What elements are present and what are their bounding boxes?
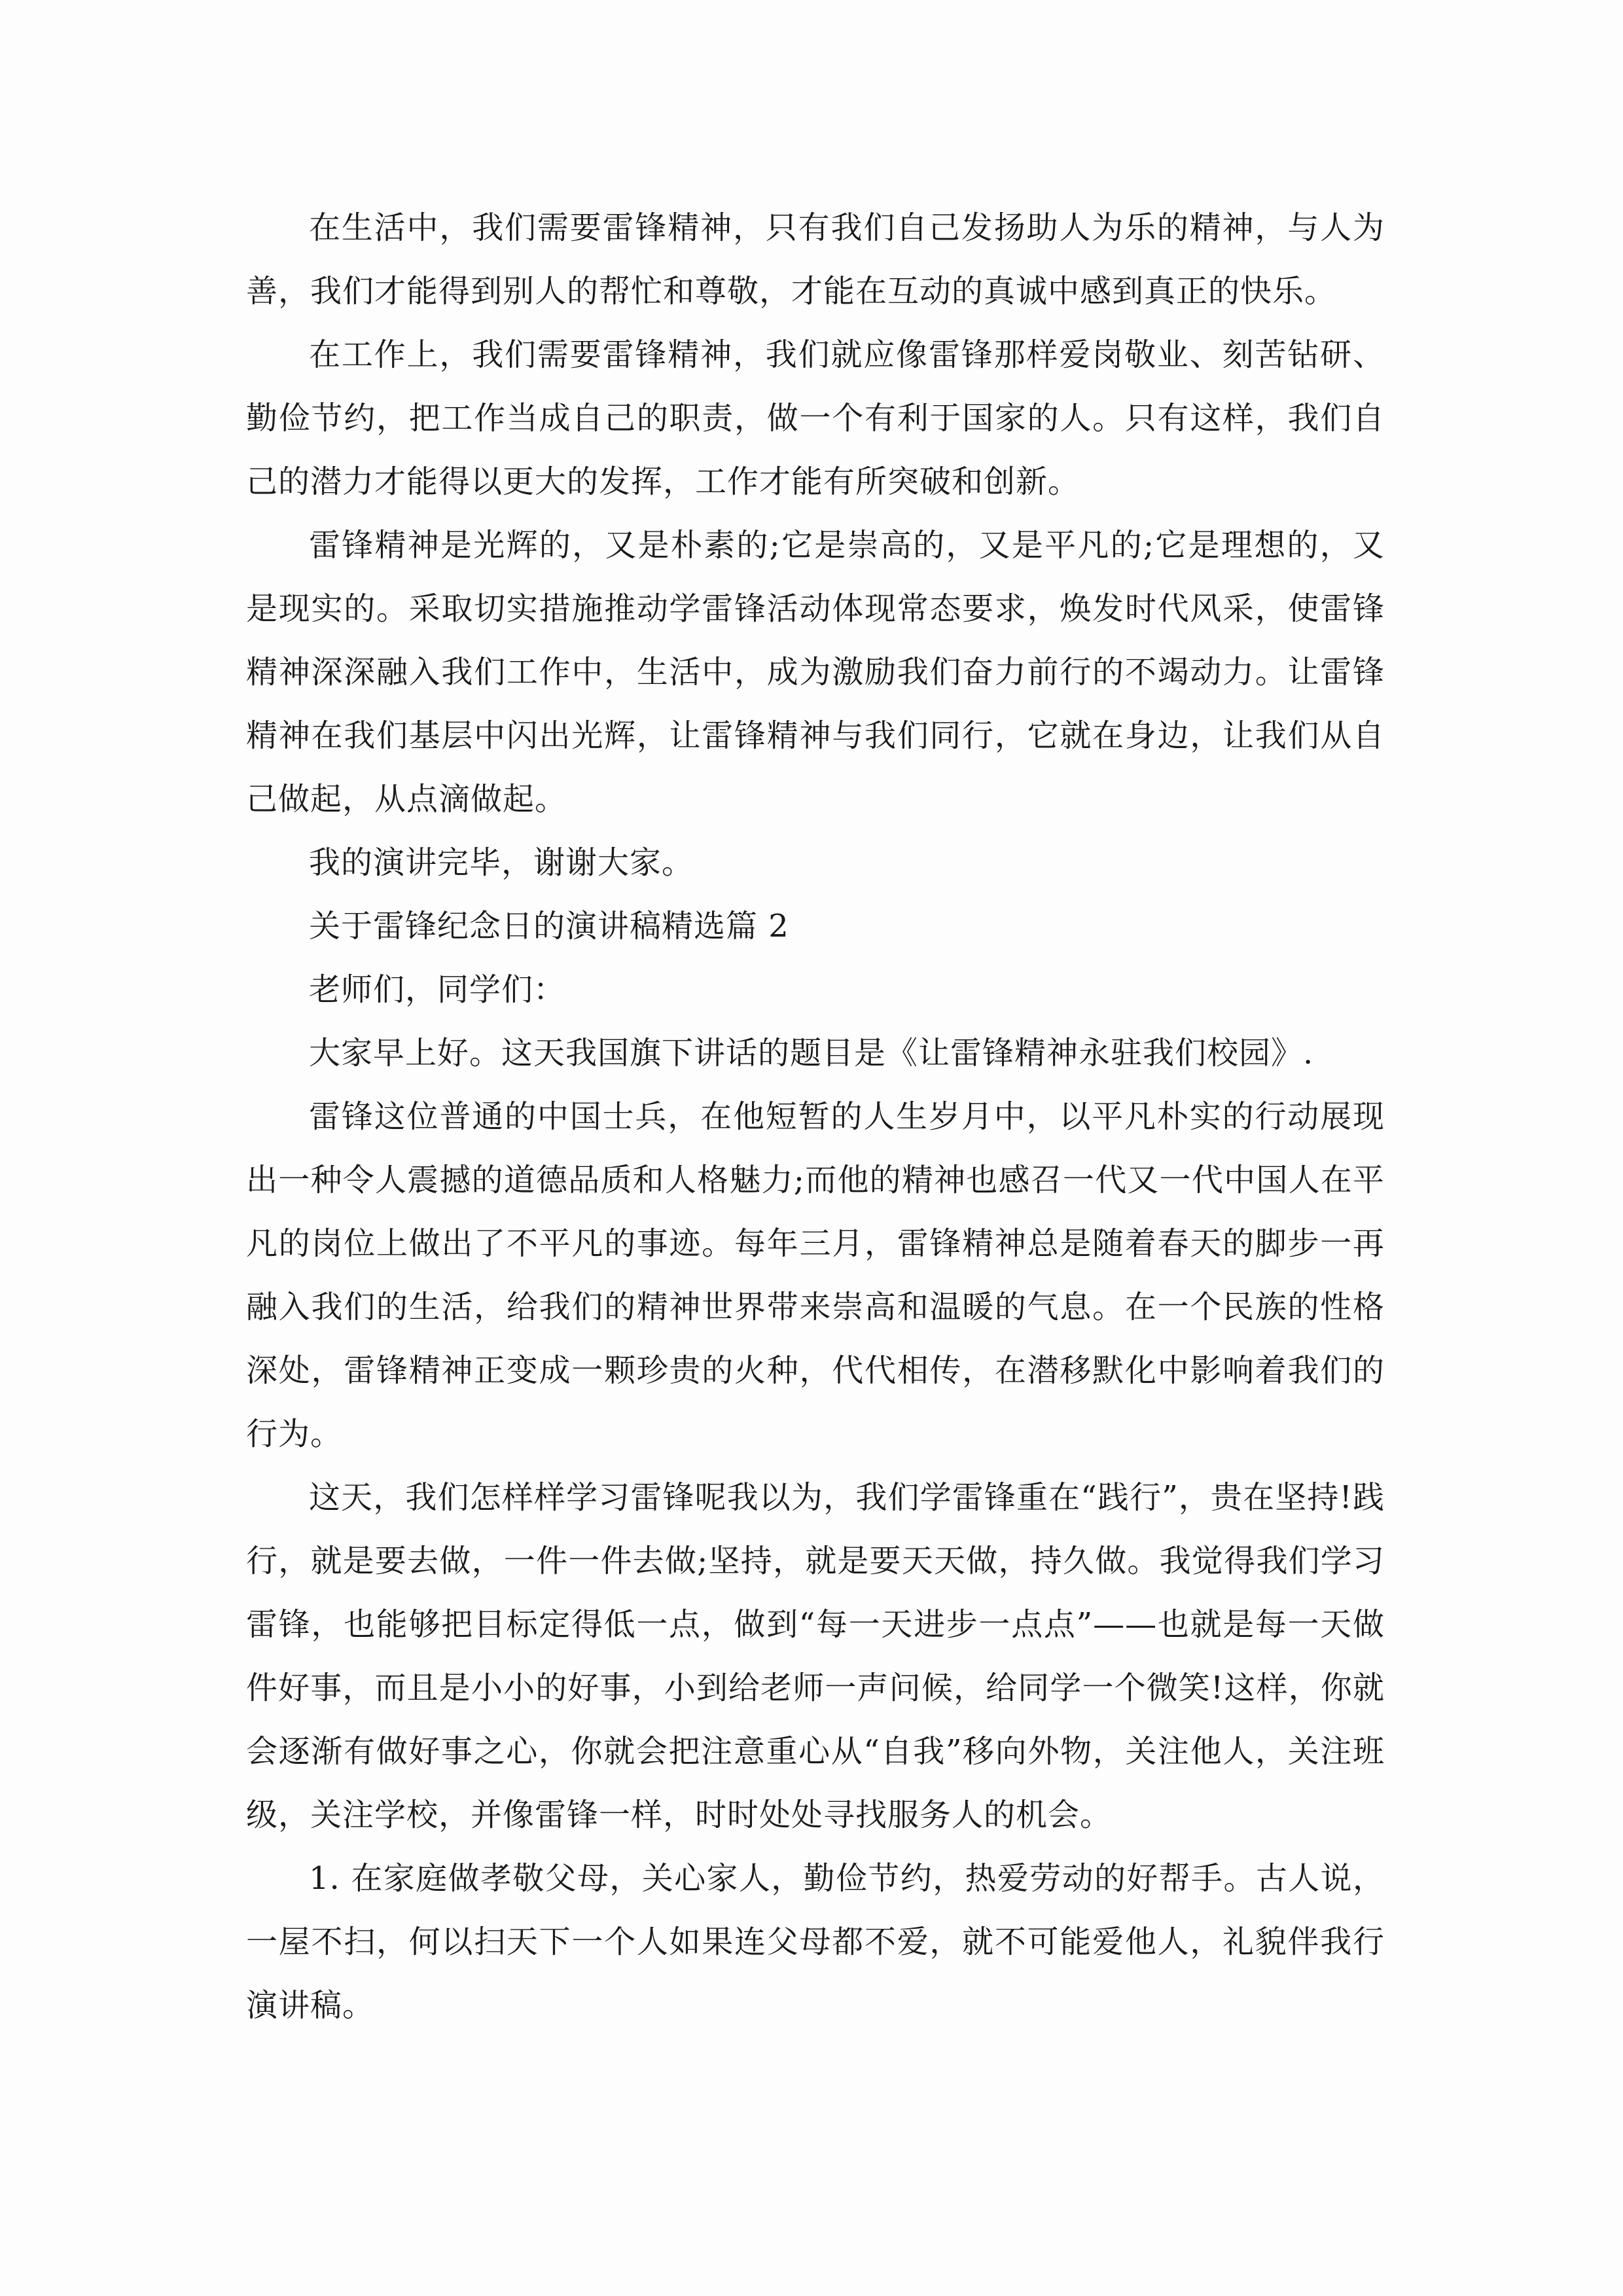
paragraph: 这天，我们怎样样学习雷锋呢我以为，我们学雷锋重在“践行”，贵在坚持!践行，就是要去做，一件一件去做;坚持，就是要天天做，持久做。我觉得我们学习雷锋，也能够把目标定得低一点，做到“每一天进步一点点”——也就是每一天做件好事，而且是小小的好事，小到给老师一声问候，给同学一个微笑!这样，你就会逐渐有做好事之心，你就会把注意重心从“自我”移向外物，关注他人，关注班级，关注学校，并像雷锋一样，时时处处寻找服务人的机会。 <box>246 1479 1385 1833</box>
paragraph: 在工作上，我们需要雷锋精神，我们就应像雷锋那样爱岗敬业、刻苦钻研、勤俭节约，把工作当成自己的职责，做一个有利于国家的人。只有这样，我们自己的潜力才能得以更大的发挥，工作才能有所突破和创新。 <box>246 336 1385 500</box>
paragraph: 雷锋精神是光辉的，又是朴素的;它是崇高的，又是平凡的;它是理想的，又是现实的。采取切实措施推动学雷锋活动体现常态要求，焕发时代风采，使雷锋精神深深融入我们工作中，生活中，成为激励我们奋力前行的不竭动力。让雷锋精神在我们基层中闪出光辉，让雷锋精神与我们同行，它就在身边，让我们从自己做起，从点滴做起。 <box>246 527 1385 817</box>
closing-line: 我的演讲完毕，谢谢大家。 <box>309 844 694 881</box>
salutation: 老师们，同学们： <box>309 971 566 1008</box>
list-item: 1. 在家庭做孝敬父母，关心家人，勤俭节约，热爱劳动的好帮手。古人说，一屋不扫，何以扫天下一个人如果连父母都不爱，就不可能爱他人，礼貌伴我行演讲稿。 <box>246 1860 1385 2024</box>
greeting: 大家早上好。这天我国旗下讲话的题目是《让雷锋精神永驻我们校园》. <box>309 1035 1314 1071</box>
document-body <box>246 196 1385 2037</box>
paragraph: 在生活中，我们需要雷锋精神，只有我们自己发扬助人为乐的精神，与人为善，我们才能得到别人的帮忙和尊敬，才能在互动的真诚中感到真正的快乐。 <box>246 209 1385 310</box>
section-heading: 关于雷锋纪念日的演讲稿精选篇 2 <box>309 908 789 944</box>
paragraph: 雷锋这位普通的中国士兵，在他短暂的人生岁月中，以平凡朴实的行动展现出一种令人震撼的道德品质和人格魅力;而他的精神也感召一代又一代中国人在平凡的岗位上做出了不平凡的事迹。每年三月，雷锋精神总是随着春天的脚步一再融入我们的生活，给我们的精神世界带来崇高和温暖的气息。在一个民族的性格深处，雷锋精神正变成一颗珍贵的火种，代代相传，在潜移默化中影响着我们的行为。 <box>246 1098 1385 1452</box>
